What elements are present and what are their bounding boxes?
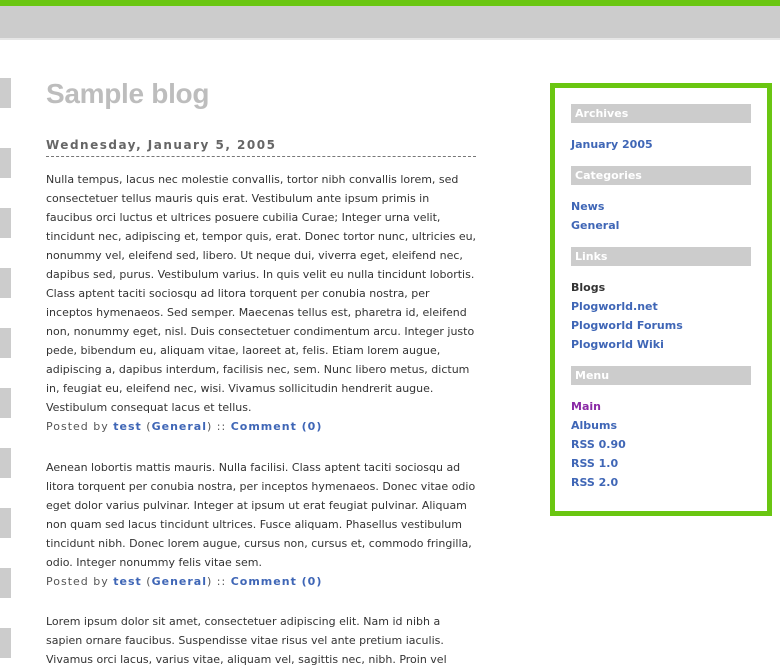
sidebar-header-links: Links [571,247,751,266]
link-plogworld-forums[interactable]: Plogworld Forums [571,319,683,332]
left-edge-decoration [0,40,12,660]
edge-tab [0,148,11,178]
blog-post [46,170,478,436]
edge-tab [0,78,11,108]
menu-link-rss-10[interactable]: RSS 1.0 [571,457,619,470]
blog-post [46,612,478,669]
edge-tab [0,268,11,298]
author-link[interactable]: test [113,575,142,588]
category-link-news[interactable]: News [571,200,605,213]
post-body: Aenean lobortis mattis mauris. Nulla facilisi. Class aptent taciti sociosqu ad litora torquent per conubia nostra, per inceptos hymenaeos. Donec vitae odio eget dolor varius pulvinar. Integer at ipsum ut erat feugiat pulvinar. Aliquam non quam sed lacus tincidunt ultrices. Fusce aliquam. Phasellus vestibulum tincidunt nibh. Donec lorem augue, cursus non, cursus et, commodo fringilla, odio. Integer nonummy felis vitae sem. [46,461,476,569]
edge-tab [0,388,11,418]
post-body: Nulla tempus, lacus nec molestie convallis, tortor nibh convallis lorem, sed consectetuer tellus mauris quis erat. Vestibulum ante ipsum primis in faucibus orci luctus et ultrices posuere cubilia Curae; Integer urna velit, tincidunt nec, adipiscing et, tempor quis, erat. Donec tortor nunc, ultricies eu, nonummy vel, eleifend sed, libero. Ut neque dui, viverra eget, eleifend nec, dapibus sed, purus. Vestibulum varius. In quis velit eu nulla tincidunt lobortis. Class aptent taciti sociosqu ad litora torquent per conubia nostra, per inceptos hymenaeos. Sed semper. Maecenas tellus est, pharetra id, eleifend non, nonummy eget, nisl. Duis consectetuer condimentum arcu. Integer justo pede, bibendum eu, aliquam vitae, laoreet at, felis. Etiam lorem augue, adipiscing a, dapibus interdum, facilisis nec, sem. Nunc libero metus, dictum in, feugiat eu, eleifend nec, wisi. Vivamus sollicitudin hendrerit augue. Vestibulum consequat lacus et tellus. [46,173,477,414]
comments-link[interactable]: Comment (0) [230,420,323,433]
sidebar-header-menu: Menu [571,366,751,385]
blog-title[interactable]: Sample blog [46,78,210,109]
top-header-bar [0,6,780,38]
edge-tab [0,568,11,598]
edge-tab [0,628,11,658]
sidebar [550,83,772,516]
archives-list [571,135,751,154]
menu-link-rss-090[interactable]: RSS 0.90 [571,438,626,451]
meta-separator: :: [216,420,227,433]
category-link-general[interactable]: General [571,219,620,232]
blog-post [46,458,478,591]
edge-tab [0,208,11,238]
menu-list [571,397,751,492]
header-divider [0,38,780,40]
edge-tab [0,448,11,478]
sidebar-inner [571,104,751,504]
link-plogworld-wiki[interactable]: Plogworld Wiki [571,338,664,351]
edge-tab [0,328,11,358]
meta-separator: :: [216,575,227,588]
categories-list [571,197,751,235]
sidebar-header-categories: Categories [571,166,751,185]
sidebar-header-archives: Archives [571,104,751,123]
links-group-label: Blogs [571,281,606,294]
link-plogworld-net[interactable]: Plogworld.net [571,300,658,313]
category-link[interactable]: General [151,420,207,433]
date-header: Wednesday, January 5, 2005 [46,138,476,157]
post-meta: Posted by test (General) :: Comment (0) [46,575,323,588]
post-body: Lorem ipsum dolor sit amet, consectetuer adipiscing elit. Nam id nibh a sapien ornare faucibus. Suspendisse vitae risus vel ante pretium iaculis. Vivamus orci lacus, varius vitae, aliquam vel, sagittis nec, nibh. Proin vel [46,615,447,666]
menu-link-rss-20[interactable]: RSS 2.0 [571,476,619,489]
category-link[interactable]: General [151,575,207,588]
edge-tab [0,508,11,538]
author-link[interactable]: test [113,420,142,433]
menu-link-main[interactable]: Main [571,400,601,413]
comments-link[interactable]: Comment (0) [230,575,323,588]
archive-link-january-2005[interactable]: January 2005 [571,138,653,151]
links-list [571,278,751,354]
menu-link-albums[interactable]: Albums [571,419,617,432]
posted-by-label: Posted by [46,420,109,433]
posted-by-label: Posted by [46,575,109,588]
post-meta: Posted by test (General) :: Comment (0) [46,420,323,433]
